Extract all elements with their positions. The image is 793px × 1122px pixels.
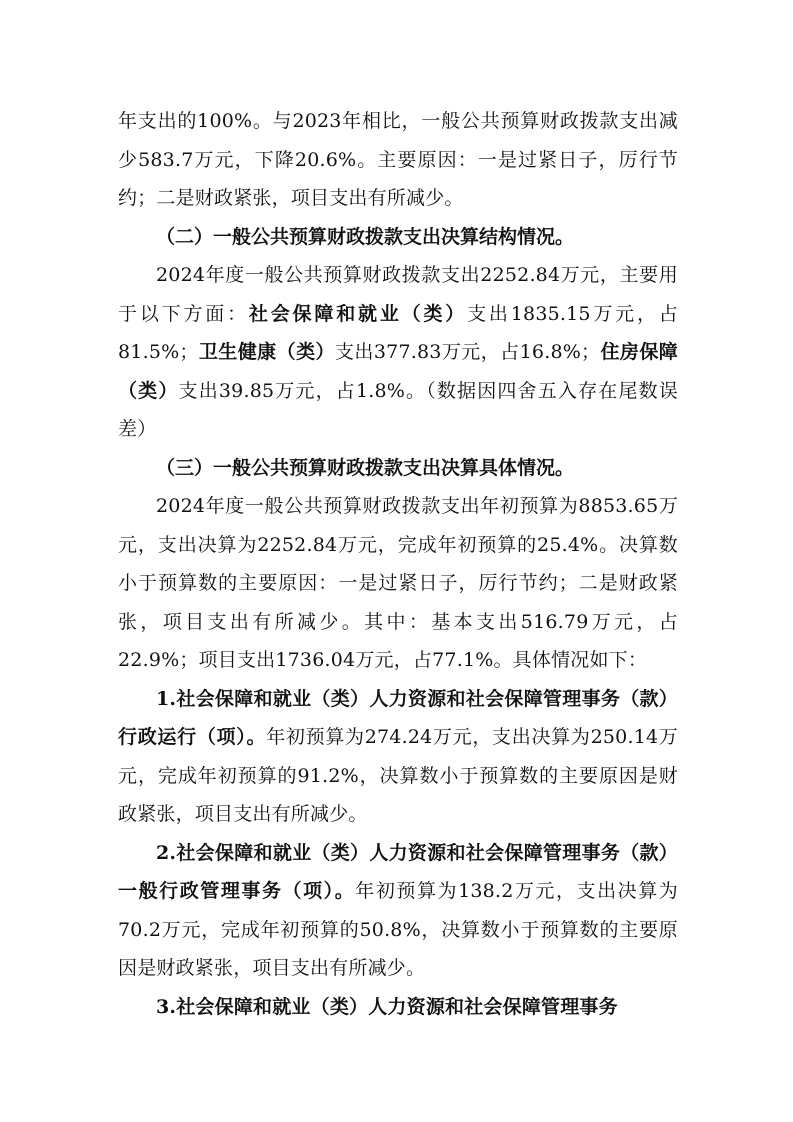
section-heading-2: （二）一般公共预算财政拨款支出决算结构情况。 xyxy=(156,225,575,248)
detail-item-1-title: 1.社会保障和就业（类）人力资源和社会保障管理事务（款）行政运行（项）。 xyxy=(118,687,678,748)
section-heading-3: （三）一般公共预算财政拨款支出决算具体情况。 xyxy=(156,456,575,479)
structure-intro: 2024年度一般公共预算财政拨款支出2252.84万元，主要用于以下方面： xyxy=(118,264,678,325)
detail-item-3-title: 3.社会保障和就业（类）人力资源和社会保障管理事务 xyxy=(156,995,618,1018)
document-body xyxy=(118,102,678,1026)
structure-item3-text: 支出39.85万元，占1.8%。（数据因四舍五入存在尾数误差） xyxy=(118,379,678,440)
detail-item-2-text: 年初预算为138.2万元，支出决算为70.2万元，完成年初预算的50.8%，决算数小于预算数的主要原因是财政紧张，项目支出有所减少。 xyxy=(118,880,678,979)
paragraph-continuation: 年支出的100%。与2023年相比，一般公共预算财政拨款支出减少583.7万元，下降20.6%。主要原因：一是过紧日子，厉行节约；二是财政紧张，项目支出有所减少。 xyxy=(118,110,678,209)
detail-item-2 xyxy=(118,834,678,988)
paragraph-details: 2024年度一般公共预算财政拨款支出年初预算为8853.65万元，支出决算为2252.84万元，完成年初预算的25.4%。决算数小于预算数的主要原因：一是过紧日子，厉行节约；二是财政紧张，项目支出有所减少。其中：基本支出516.79万元，占22.9%；项目支出1736.04万元，占77.1%。具体情况如下： xyxy=(118,495,678,671)
detail-item-1 xyxy=(118,680,678,834)
detail-item-1-text: 年初预算为274.24万元，支出决算为250.14万元，完成年初预算的91.2%，决算数小于预算数的主要原因是财政紧张，项目支出有所减少。 xyxy=(118,726,678,825)
structure-item2-label: 卫生健康（类） xyxy=(198,341,335,363)
paragraph-structure xyxy=(118,256,678,449)
structure-item1-label: 社会保障和就业（类） xyxy=(248,302,468,325)
structure-item2-text: 支出377.83万元，占16.8%； xyxy=(334,341,601,363)
structure-item3-label: 住房保障（类） xyxy=(118,341,678,402)
detail-item-3 xyxy=(118,988,678,1027)
structure-item1-text: 支出1835.15万元，占81.5%； xyxy=(118,302,678,363)
detail-item-2-title: 2.社会保障和就业（类）人力资源和社会保障管理事务（款）一般行政管理事务（项）。 xyxy=(118,841,678,902)
